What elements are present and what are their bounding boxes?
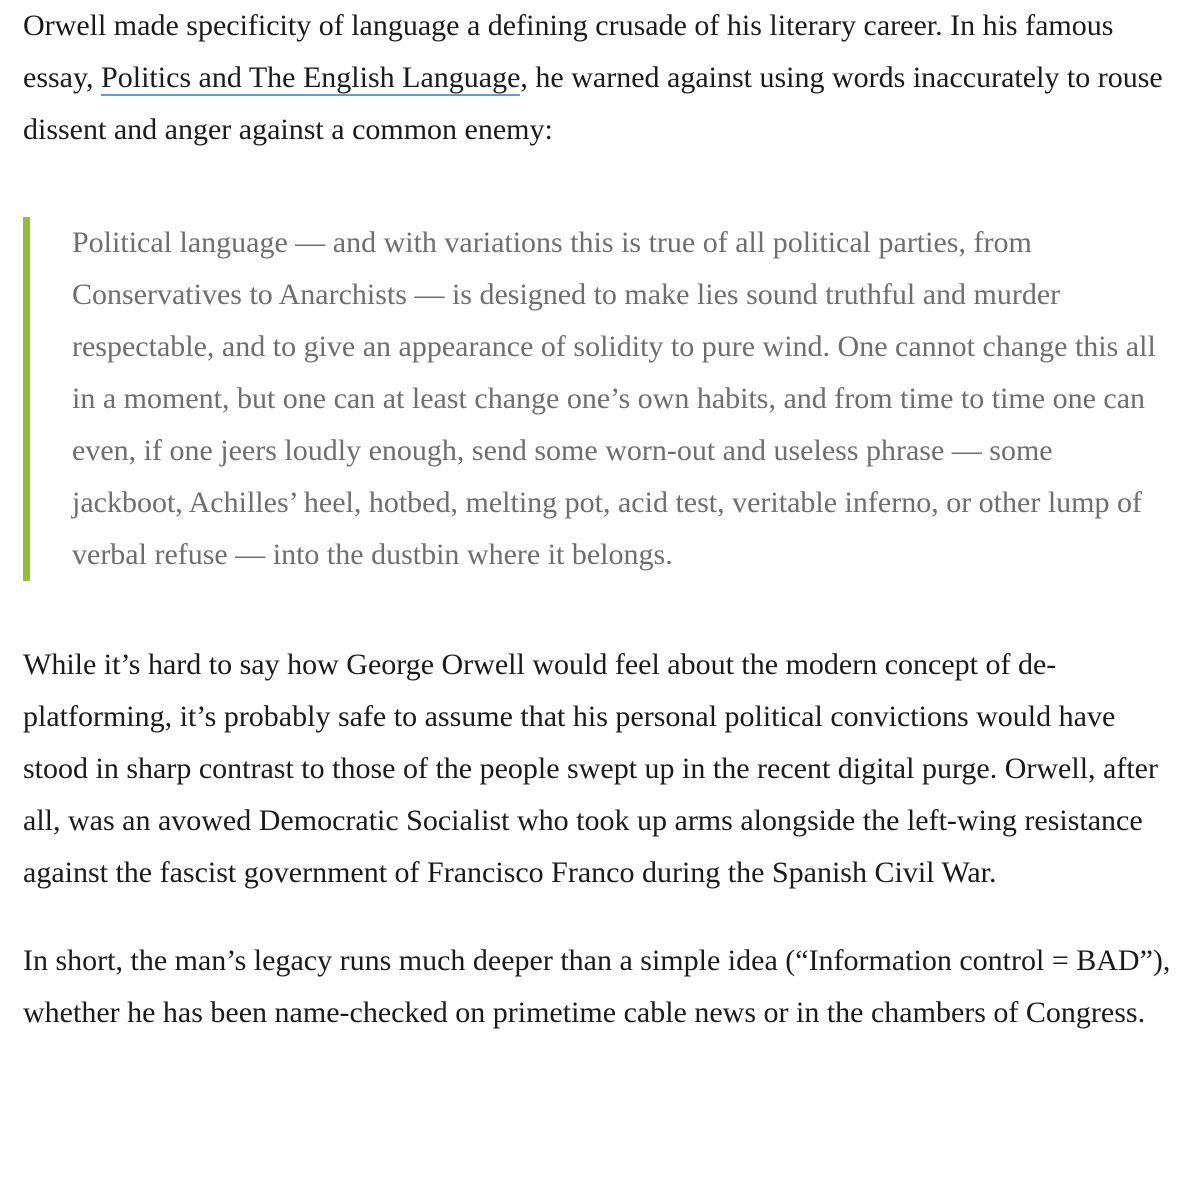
article-body xyxy=(23,0,1183,1039)
body-paragraph-legacy: In short, the man’s legacy runs much deeper than a simple idea (“Information control = BAD”), whether he has been name-checked on primetime cable news or in the chambers of Congress. xyxy=(23,944,1171,1029)
intro-paragraph xyxy=(23,0,1183,156)
blockquote-text: Political language — and with variations this is true of all political parties, from Conservatives to Anarchists — is designed to make lies sound truthful and murder respectable, and to give an appearance of solidity to pure wind. One cannot change this all in a moment, but one can at least change one’s own habits, and from time to time one can even, if one jeers loudly enough, send some worn-out and useless phrase — some jackboot, Achilles’ heel, hotbed, melting pot, acid test, veritable inferno, or other lump of verbal refuse — into the dustbin where it belongs. xyxy=(72,226,1156,571)
intro-text-after-link: , he warned against using words inaccurately to rouse dissent and anger against a common enemy: xyxy=(23,61,1163,146)
intro-text-before-link: Orwell made specificity of language a defining crusade of his literary career. In his famous essay, xyxy=(23,9,1114,94)
orwell-blockquote xyxy=(23,217,1183,581)
body-paragraph-deplatforming: While it’s hard to say how George Orwell would feel about the modern concept of de-platforming, it’s probably safe to assume that his personal political convictions would have stood in sharp contrast to those of the people swept up in the recent digital purge. Orwell, after all, was an avowed Democratic Socialist who took up arms alongside the left-wing resistance against the fascist government of Francisco Franco during the Spanish Civil War. xyxy=(23,648,1158,889)
politics-english-language-link[interactable]: Politics and The English Language xyxy=(101,61,521,94)
